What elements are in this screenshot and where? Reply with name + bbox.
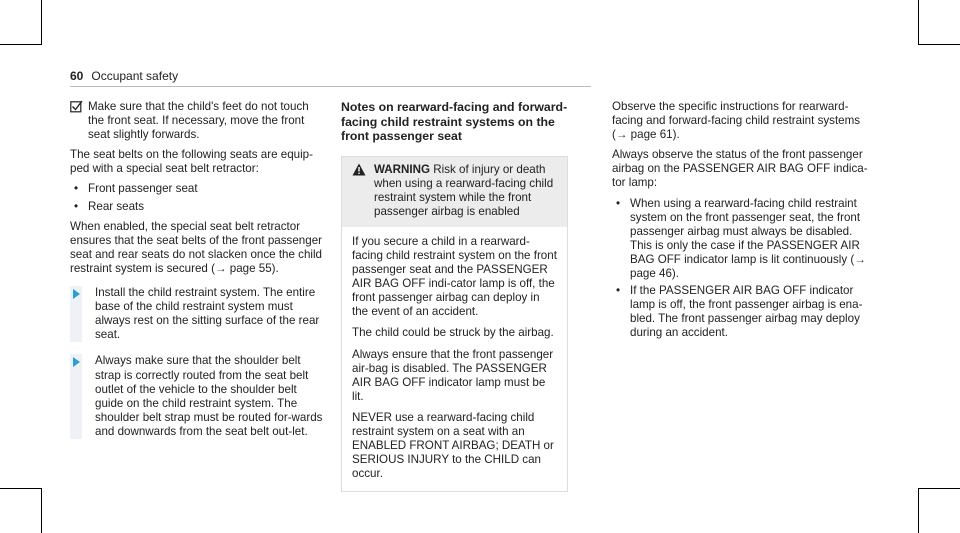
page-header (70, 69, 178, 83)
intro-text: The seat belts on the following seats are equip-ped with a special seat belt retractor: (70, 148, 313, 176)
warning-paragraph: If you secure a child in a rearward-facing child restraint system on the front passenger seat and the PASSENGER AIR BAG OFF indi-cator lamp is off, the front passenger airbag can deploy in the event of an accident. (352, 234, 557, 319)
seat-list (70, 182, 325, 213)
warning-label: WARNING (374, 162, 431, 176)
crop-mark (918, 488, 919, 533)
step-arrow-icon (73, 357, 80, 367)
warning-paragraph: Always ensure that the front passenger air-bag is disabled. The PASSENGER AIR BAG OFF indicator lamp must be lit. (352, 347, 554, 403)
airbag-list (612, 197, 877, 341)
section-heading: Notes on rearward-facing and forward-facing child restraint systems on the front passenger seat (341, 100, 568, 143)
list-item: • When using a rearward-facing child restraint system on the front passenger seat, the front passenger airbag must always be disabled. This is only the case if the PASSENGER AIR BAG OFF indicator lamp is lit continuously (→ page 46). (616, 196, 866, 281)
section-title: Occupant safety (91, 69, 179, 83)
crop-mark (41, 488, 42, 533)
check-text: Make sure that the child's feet do not touch the front seat. If necessary, move the front seat slightly forwards. (88, 100, 309, 142)
crop-mark (0, 44, 42, 45)
retractor-text: When enabled, the special seat belt retractor ensures that the seat belts of the front passenger seat and rear seats do not slacken once the child restraint system is secured (→ page 55). (70, 219, 322, 275)
column-3 (612, 100, 877, 347)
checklist-item (70, 100, 325, 142)
status-text: Always observe the status of the front passenger airbag on the PASSENGER AIR BAG OFF indica-tor lamp: (612, 148, 868, 190)
list-item: • If the PASSENGER AIR BAG OFF indicator lamp is off, the front passenger airbag is ena-bled. The front passenger airbag may deploy during an accident. (616, 284, 863, 340)
step-text: Install the child restraint system. The entire base of the child restraint system must always rest on the sitting surface of the rear seat. (95, 286, 320, 342)
crop-mark (0, 488, 42, 489)
bullet-icon: • (616, 284, 621, 298)
bullet-icon: • (616, 196, 621, 210)
warning-header (342, 157, 567, 227)
warning-title-text (374, 163, 557, 219)
page-number: 60 (70, 69, 84, 83)
step-item (70, 354, 325, 439)
step-arrow-icon (73, 289, 80, 299)
warning-headline: Risk of injury or death when using a rearward-facing child restraint system while the front passenger airbag is enabled (374, 162, 554, 218)
list-item: • Front passenger seat (74, 182, 198, 196)
bullet-icon: • (74, 182, 79, 196)
warning-box (341, 156, 568, 493)
warning-body (342, 227, 567, 492)
step-item (70, 286, 325, 342)
checkbox-icon (70, 100, 88, 142)
column-1 (70, 100, 325, 439)
crop-mark (918, 0, 919, 45)
crop-mark (41, 0, 42, 45)
bullet-icon: • (74, 199, 79, 213)
warning-paragraph: The child could be struck by the airbag. (352, 326, 554, 340)
step-text: Always make sure that the shoulder belt strap is correctly routed from the seat belt outlet of the vehicle to the shoulder belt guide on the child restraint system. The shoulder belt strap must be routed for-wards and downwards from the seat belt out-let. (95, 354, 323, 438)
column-2 (341, 100, 568, 492)
warning-icon (352, 163, 374, 219)
crop-mark (918, 44, 960, 45)
header-rule (70, 86, 591, 87)
warning-paragraph: NEVER use a rearward-facing child restraint system on a seat with an ENABLED FRONT AIRBAG; DEATH or SERIOUS INJURY to the CHILD can occur. (352, 410, 554, 481)
list-item: • Rear seats (74, 199, 145, 213)
crop-mark (918, 488, 960, 489)
observe-text: Observe the specific instructions for rearward-facing and forward-facing child restraint systems (→ page 61). (612, 100, 861, 142)
